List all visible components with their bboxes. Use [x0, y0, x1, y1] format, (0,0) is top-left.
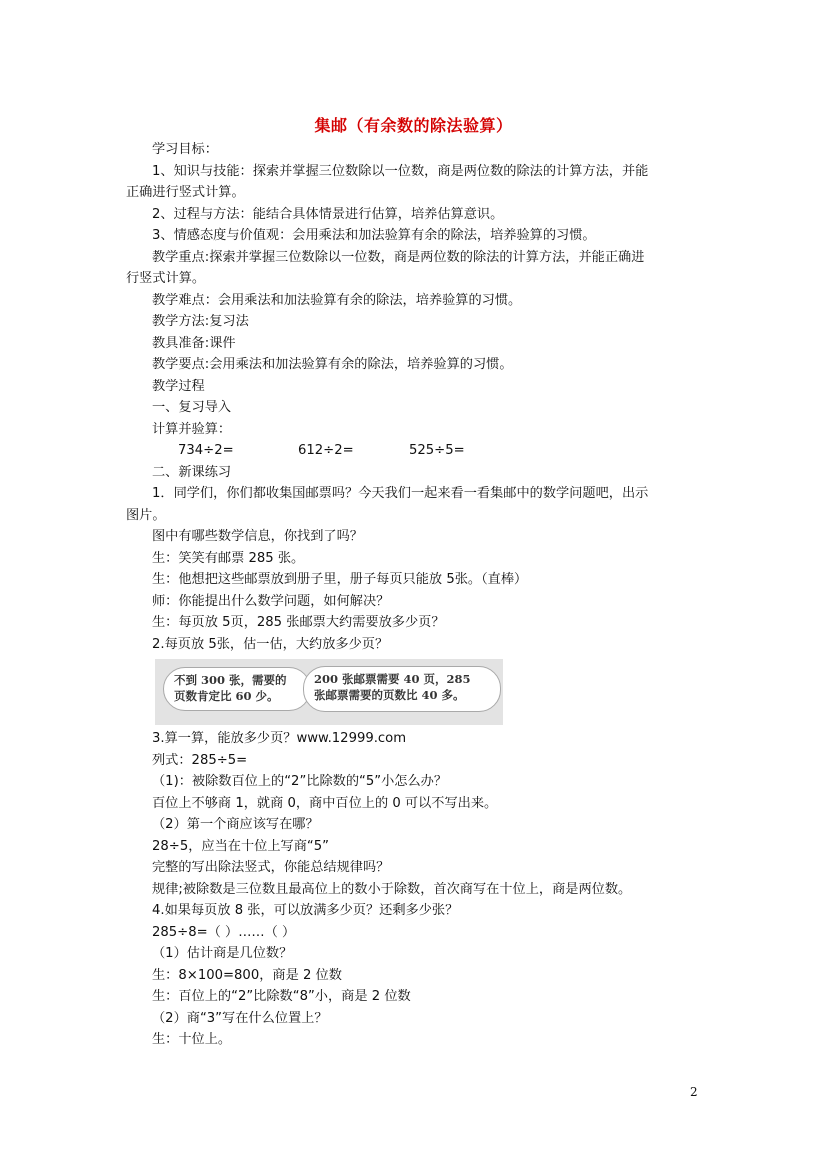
line-objective-2: 2、过程与方法：能结合具体情景进行估算，培养估算意识。 — [152, 206, 504, 222]
line-calc-verify: 计算并验算： — [152, 421, 232, 437]
line-summarize: 完整的写出除法竖式，你能总结规律吗？ — [152, 860, 390, 875]
review-problem-1: 734÷2= — [178, 443, 234, 458]
line-q4: 4.如果每页放 8 张，可以放满多少页？还剩多少张？ — [152, 903, 459, 918]
line-q4-formula: 285÷8=（ ）……（ ） — [152, 924, 296, 940]
line-q1-cont: 图片。 — [126, 507, 166, 523]
bubble-right-line-1: 200 张邮票需要 40 页，285 — [314, 672, 471, 686]
bubble-right-line-2: 张邮票需要的页数比 40 多。 — [314, 688, 465, 702]
line-rule: 规律;被除数是三位数且最高位上的数小于除数，首次商写在十位上，商是两位数。 — [152, 881, 632, 897]
document-title: 集邮（有余数的除法验算） — [314, 116, 513, 135]
line-teacher-1: 师：你能提出什么数学问题，如何解决？ — [152, 593, 390, 609]
line-q3: 3.算一算，能放多少页？www.12999.com — [152, 731, 407, 746]
line-materials: 教具准备:课件 — [152, 335, 236, 351]
line-section-1: 一、复习导入 — [152, 400, 232, 415]
line-q4-sub-1: （1）估计商是几位数？ — [152, 946, 293, 961]
line-student-2: 生：他想把这些邮票放到册子里，册子每页只能放 5张。（直棒） — [152, 572, 528, 587]
line-method: 教学方法:复习法 — [152, 314, 249, 329]
bubble-left-line-2: 页数肯定比 60 少。 — [174, 689, 279, 703]
line-objective-3: 3、情感态度与价值观：会用乘法和加法验算有余的除法，培养验算的习惯。 — [152, 228, 596, 243]
line-difficulty: 教学难点：会用乘法和加法验算有余的除法，培养验算的习惯。 — [152, 292, 522, 308]
page-number: 2 — [690, 1085, 698, 1099]
line-objective-1-cont: 正确进行竖式计算。 — [126, 185, 245, 200]
line-q4-student-2: 生：百位上的“2”比除数“8”小，商是 2 位数 — [152, 989, 411, 1004]
line-q4-student-3: 生：十位上。 — [152, 1032, 232, 1047]
line-sub-1-answer: 百位上不够商 1，就商 0，商中百位上的 0 可以不写出来。 — [152, 795, 498, 811]
review-problem-3: 525÷5= — [409, 443, 465, 458]
review-problems — [126, 440, 702, 462]
speech-bubble-left — [163, 667, 311, 711]
line-student-3: 生：每页放 5页，285 张邮票大约需要放多少页？ — [152, 615, 445, 630]
line-objectives-heading: 学习目标： — [152, 142, 218, 157]
document-body — [126, 139, 702, 1051]
speech-bubble-right — [303, 666, 501, 712]
line-sub-2-answer: 28÷5，应当在十位上写商“5” — [152, 838, 329, 854]
line-section-2: 二、新课练习 — [152, 464, 232, 480]
line-formula: 列式：285÷5= — [152, 752, 248, 768]
line-q2: 2.每页放 5张，估一估，大约放多少页？ — [152, 636, 389, 652]
line-student-1: 生：笑笑有邮票 285 张。 — [152, 550, 305, 566]
line-q1: 1．同学们，你们都收集国邮票吗？今天我们一起来看一看集邮中的数学问题吧，出示 — [152, 486, 649, 501]
estimation-illustration — [155, 659, 503, 725]
review-problem-2: 612÷2= — [298, 443, 354, 458]
line-q4-sub-2: （2）商“3”写在什么位置上？ — [152, 1010, 328, 1026]
line-q4-student-1: 生：8×100=800，商是 2 位数 — [152, 967, 342, 983]
bubble-left-line-1: 不到 300 张，需要的 — [174, 673, 287, 687]
line-objective-1: 1、知识与技能：探索并掌握三位数除以一位数，商是两位数的除法的计算方法，并能 — [152, 163, 649, 179]
line-essentials: 教学要点:会用乘法和加法验算有余的除法，培养验算的习惯。 — [152, 357, 513, 372]
line-sub-2: （2）第一个商应该写在哪？ — [152, 817, 319, 832]
line-key-point: 教学重点:探索并掌握三位数除以一位数，商是两位数的除法的计算方法，并能正确进 — [152, 249, 645, 265]
line-key-point-cont: 行竖式计算。 — [126, 271, 206, 286]
line-info-question: 图中有哪些数学信息，你找到了吗？ — [152, 529, 363, 544]
line-process: 教学过程 — [152, 378, 205, 394]
line-sub-1: （1)：被除数百位上的“2”比除数的“5”小怎么办？ — [152, 774, 448, 789]
